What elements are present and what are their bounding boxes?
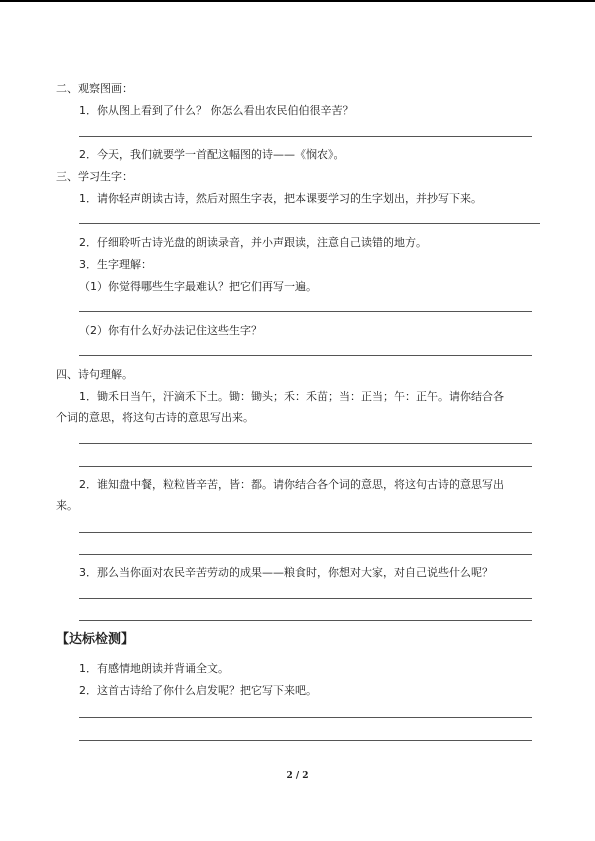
- section-2-title: 二、观察图画：: [56, 82, 133, 95]
- section-3-sub-question-1: （1）你觉得哪些生字最难认？把它们再写一遍。: [79, 280, 317, 293]
- page-number: 2 / 2: [286, 771, 309, 781]
- section-2-question-2: 2．今天，我们就要学一首配这幅图的诗——《悯农》。: [79, 148, 345, 161]
- answer-line[interactable]: [79, 443, 532, 444]
- top-border: [0, 0, 595, 2]
- section-3-question-2: 2．仔细聆听古诗光盘的朗读录音，并小声跟读，注意自己读错的地方。: [79, 236, 427, 249]
- section-3-sub-question-2: （2）你有什么好办法记住这些生字？: [79, 324, 262, 337]
- answer-line[interactable]: [79, 136, 532, 137]
- section-4-title: 四、诗句理解。: [56, 368, 133, 381]
- answer-line[interactable]: [79, 620, 532, 621]
- assessment-question-1: 1．有感情地朗读并背诵全文。: [79, 662, 229, 675]
- section-3-title: 三、学习生字：: [56, 170, 133, 183]
- answer-line[interactable]: [79, 740, 532, 741]
- section-4-question-1-line-1: 1．锄禾日当午，汗滴禾下土。锄：锄头；禾：禾苗；当：正当；午：正午。请你结合各: [79, 390, 504, 403]
- answer-line[interactable]: [79, 554, 532, 555]
- answer-line[interactable]: [79, 466, 532, 467]
- assessment-title: 【达标检测】: [56, 632, 135, 647]
- answer-line[interactable]: [79, 598, 532, 599]
- assessment-question-2: 2．这首古诗给了你什么启发呢？把它写下来吧。: [79, 684, 317, 697]
- section-4-question-2-line-2: 来。: [56, 499, 78, 512]
- answer-line[interactable]: [79, 532, 532, 533]
- section-4-question-1-line-2: 个词的意思，将这句古诗的意思写出来。: [56, 411, 254, 424]
- section-3-question-3: 3．生字理解：: [79, 258, 152, 271]
- answer-line[interactable]: [79, 717, 532, 718]
- answer-line[interactable]: [79, 311, 532, 312]
- section-4-question-3: 3．那么当你面对农民辛苦劳动的成果——粮食时，你想对大家，对自己说些什么呢？: [79, 566, 493, 579]
- section-4-question-2-line-1: 2．谁知盘中餐，粒粒皆辛苦，皆：都。请你结合各个词的意思，将这句古诗的意思写出: [79, 478, 504, 491]
- section-3-question-1: 1．请你轻声朗读古诗，然后对照生字表，把本课要学习的生字划出，并抄写下来。: [79, 192, 482, 205]
- section-2-question-1: 1．你从图上看到了什么？ 你怎么看出农民伯伯很辛苦？: [79, 104, 354, 117]
- answer-line[interactable]: [79, 355, 532, 356]
- answer-line[interactable]: [79, 223, 540, 224]
